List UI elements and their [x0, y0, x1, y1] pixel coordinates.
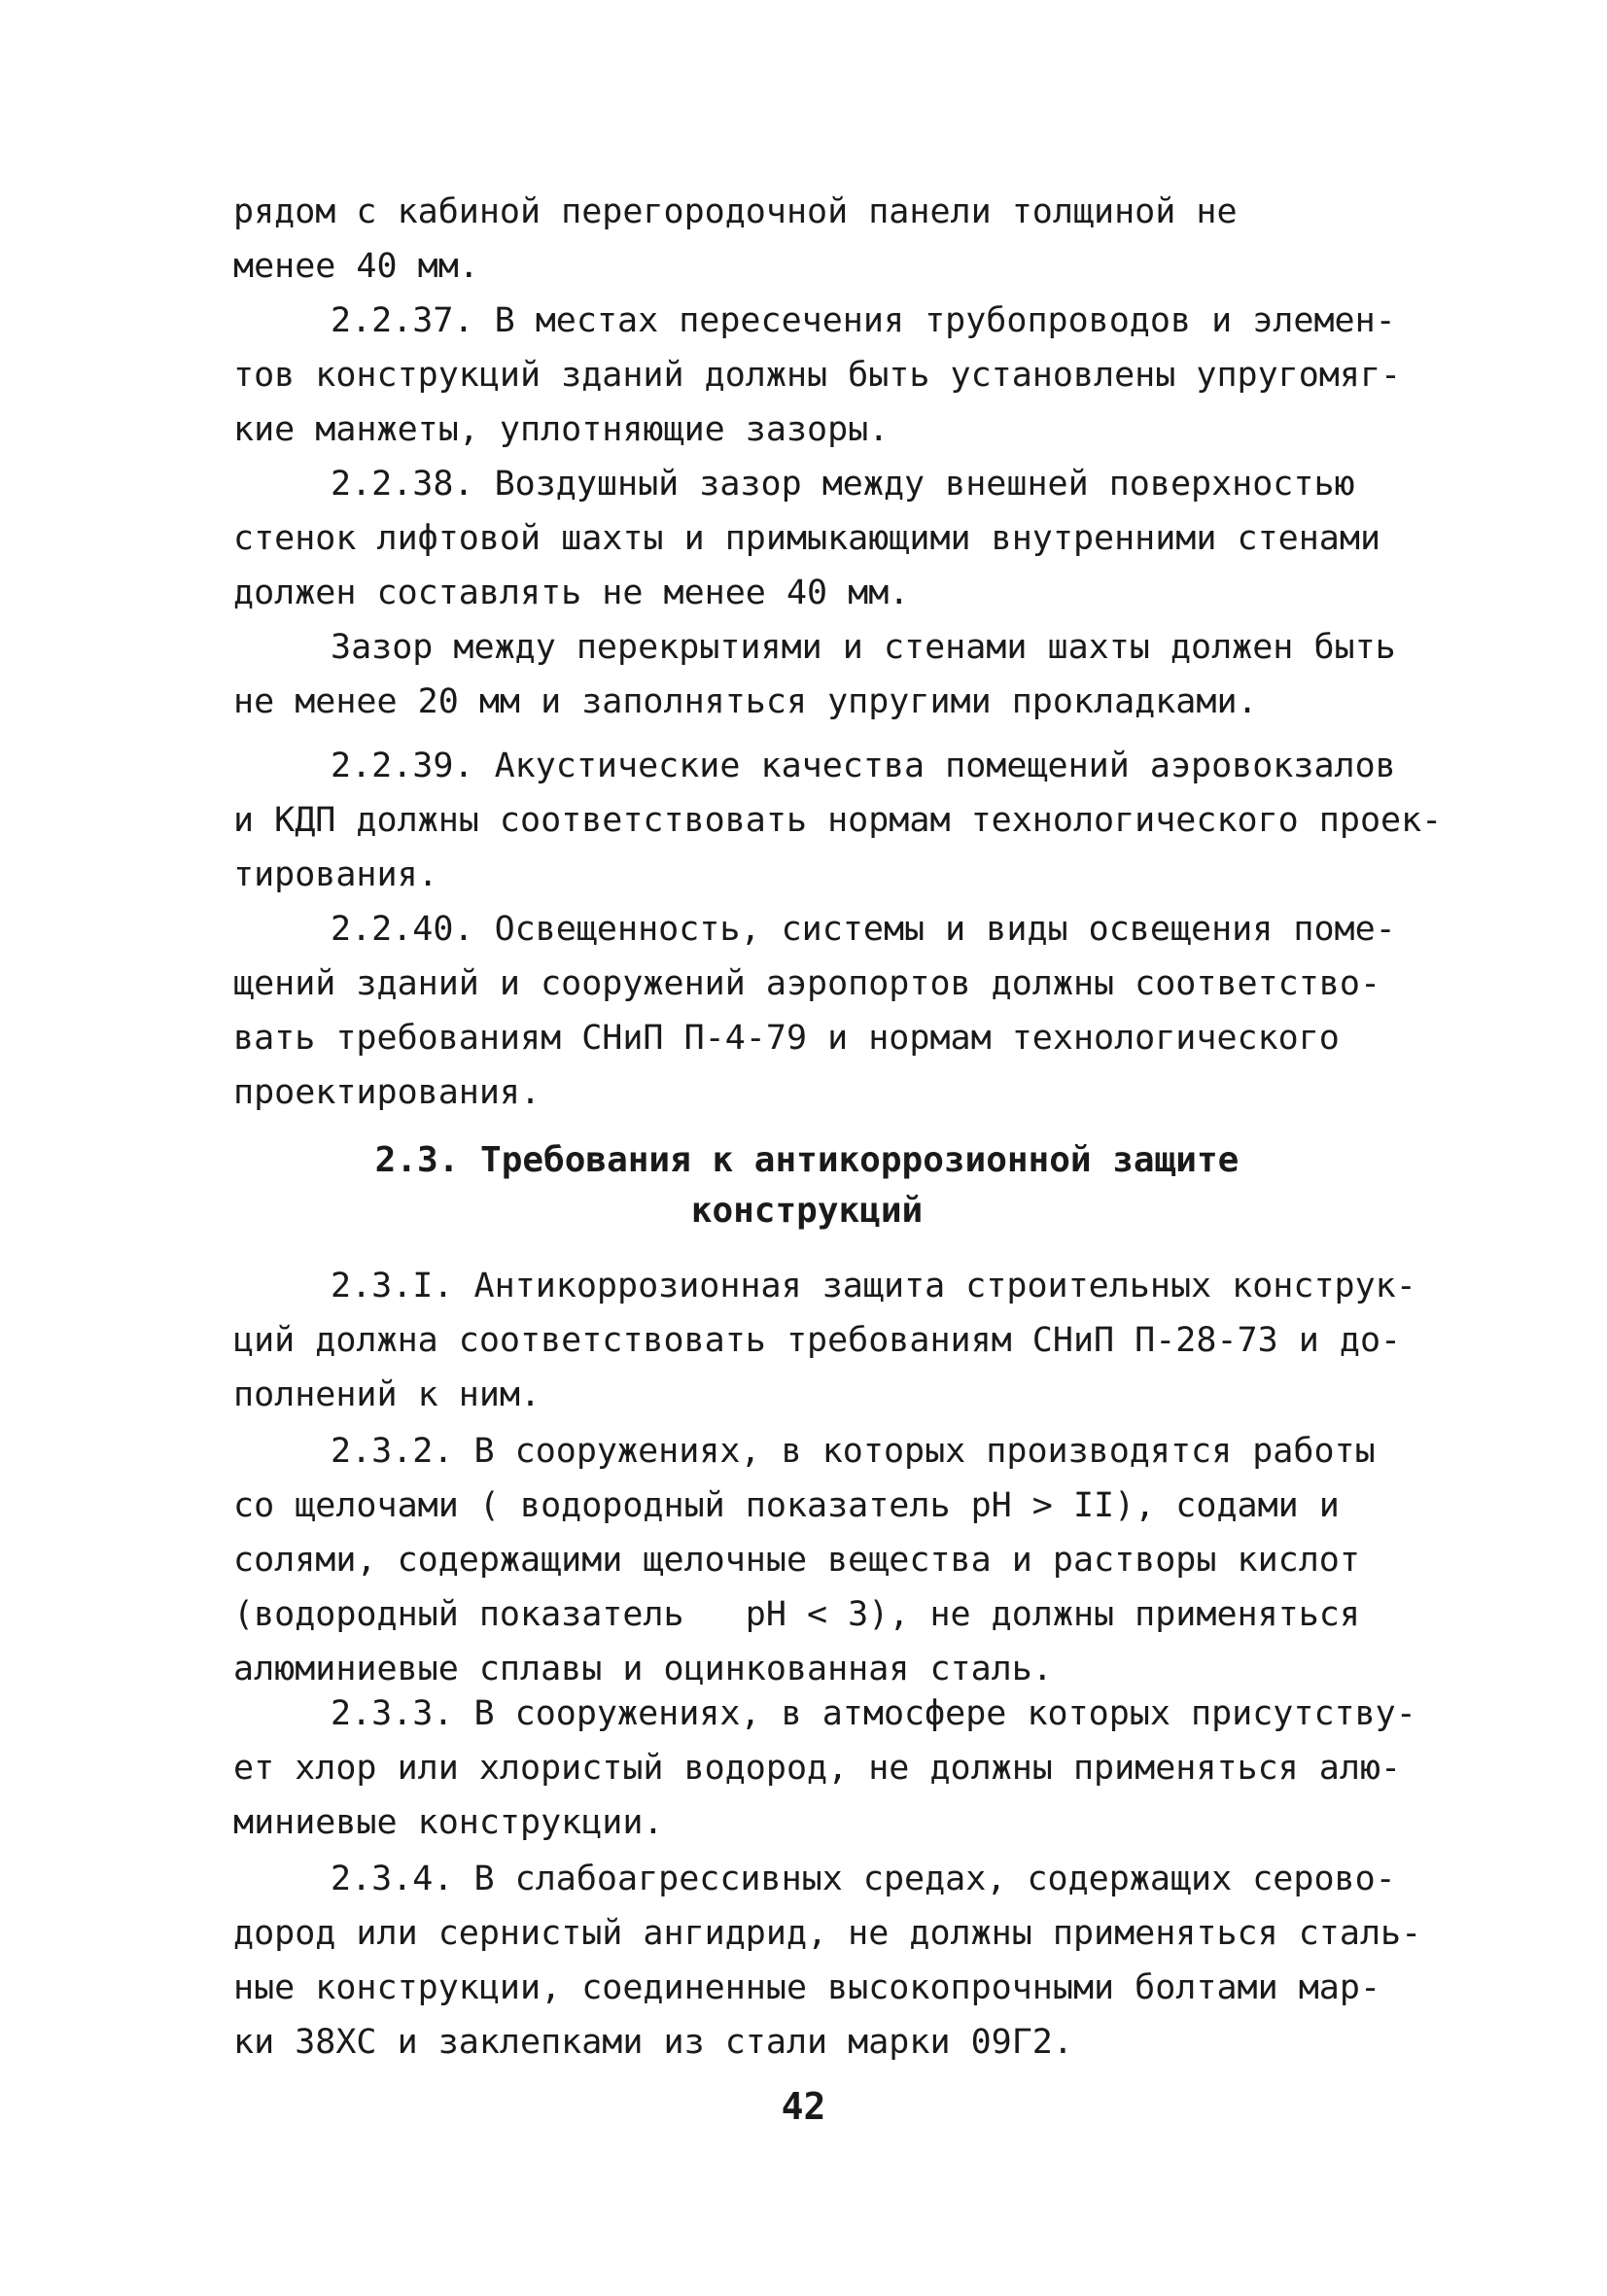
text-line: 2.2.39. Акустические качества помещений аэровокзалов — [331, 747, 1396, 785]
text-line: Зазор между перекрытиями и стенами шахты должен быть — [331, 628, 1396, 667]
text-line: тирования. — [233, 855, 438, 894]
paragraph-continuation — [233, 185, 1380, 294]
text-line: 2.2.37. В местах пересечения трубопроводов и элемен- — [331, 301, 1396, 340]
text-line: 2.2.38. Воздушный зазор между внешней поверхностью — [331, 465, 1355, 504]
text-line: рядом с кабиной перегородочной панели толщиной не — [233, 192, 1238, 231]
text-line: 2.3.4. В слабоагрессивных средах, содержащих серово- — [331, 1860, 1396, 1898]
text-line: алюминиевые сплавы и оцинкованная сталь. — [233, 1650, 1053, 1688]
page-number: 42 — [781, 2085, 826, 2128]
text-line: 2.3.2. В сооружениях, в которых производятся работы — [331, 1432, 1376, 1471]
paragraph-2-2-40 — [233, 902, 1396, 1120]
text-line: вать требованиям СНиП П-4-79 и нормам технологического — [233, 1019, 1340, 1058]
paragraph-2-3-2 — [233, 1424, 1380, 1696]
text-line: кие манжеты, уплотняющие зазоры. — [233, 410, 890, 449]
text-line: стенок лифтовой шахты и примыкающими внутренними стенами — [233, 519, 1381, 558]
paragraph-2-3-3 — [233, 1687, 1416, 1850]
text-line: проектирования. — [233, 1073, 541, 1112]
section-heading-line: конструкций — [690, 1191, 924, 1231]
paragraph-2-2-38 — [233, 457, 1380, 620]
text-line: 2.3.I. Антикоррозионная защита строительных конструк- — [331, 1267, 1416, 1305]
text-line: менее 40 мм. — [233, 247, 479, 286]
text-line: 2.3.3. В сооружениях, в атмосфере которых присутству- — [331, 1694, 1416, 1733]
paragraph-2-2-37 — [233, 294, 1402, 457]
section-heading — [233, 1135, 1380, 1236]
paragraph-2-3-1 — [233, 1259, 1416, 1422]
text-line: ки 38ХС и заклепками из стали марки 09Г2. — [233, 2023, 1073, 2062]
text-line: ные конструкции, соединенные высокопрочными болтами мар- — [233, 1968, 1381, 2007]
text-line: со щелочами ( водородный показатель pH > II), содами и — [233, 1486, 1340, 1525]
section-heading-line: 2.3. Требования к антикоррозионной защите — [374, 1140, 1240, 1180]
text-line: ет хлор или хлористый водород, не должны применяться алю- — [233, 1749, 1402, 1788]
text-line: щений зданий и сооружений аэропортов должны соответство- — [233, 964, 1381, 1003]
text-line: не менее 20 мм и заполняться упругими прокладками. — [233, 682, 1258, 721]
text-line: и КДП должны соответствовать нормам технологического проек- — [233, 801, 1443, 840]
text-line: солями, содержащими щелочные вещества и растворы кислот — [233, 1541, 1360, 1580]
text-line: дород или сернистый ангидрид, не должны применяться сталь- — [233, 1914, 1422, 1953]
text-line: тов конструкций зданий должны быть установлены упругомяг- — [233, 356, 1402, 395]
paragraph-2-2-39 — [233, 739, 1443, 902]
text-line: 2.2.40. Освещенность, системы и виды освещения поме- — [331, 910, 1396, 949]
text-line: (водородный показатель pH < 3), не должны применяться — [233, 1595, 1360, 1634]
paragraph-2-2-38-continued — [233, 620, 1396, 729]
text-line: ций должна соответствовать требованиям СНиП П-28-73 и до- — [233, 1321, 1402, 1360]
text-line: должен составлять не менее 40 мм. — [233, 574, 910, 612]
text-line: миниевые конструкции. — [233, 1803, 664, 1842]
paragraph-2-3-4 — [233, 1852, 1422, 2070]
text-line: полнений к ним. — [233, 1375, 541, 1414]
